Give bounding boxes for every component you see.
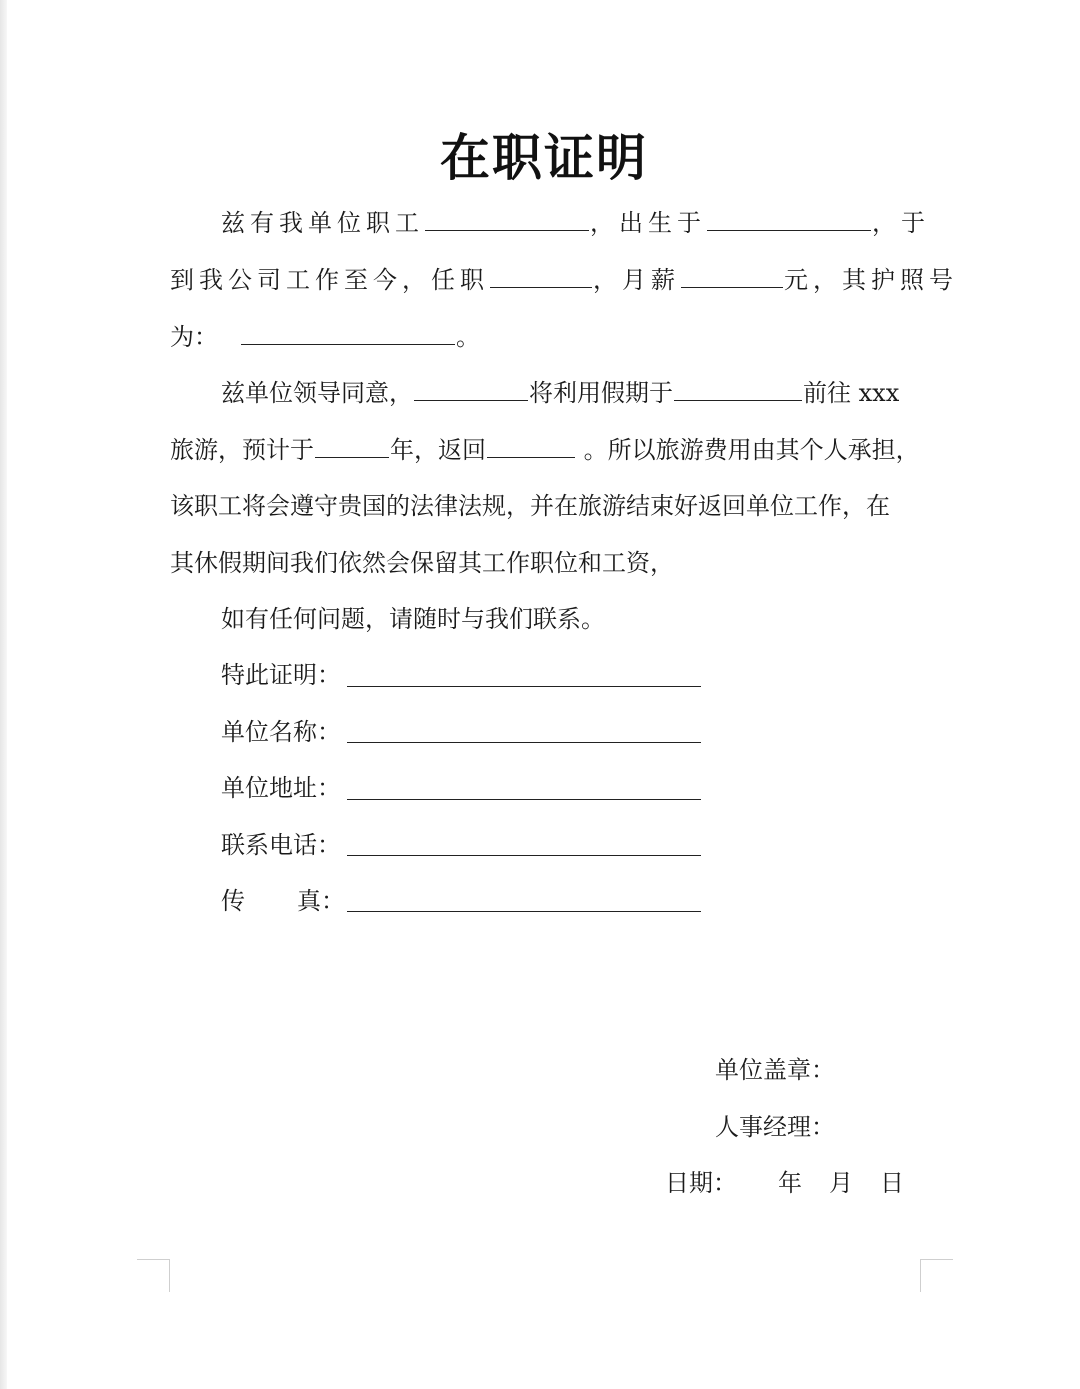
para2-text: 年，返回 (390, 436, 486, 464)
para2-text: 前往 xxx (803, 379, 900, 407)
para1-line3 (170, 320, 480, 354)
para2-line1 (221, 376, 899, 410)
certify-line[interactable] (347, 686, 701, 687)
para1-text: ，出生于 (590, 209, 706, 237)
margin-corner-left (137, 1259, 170, 1292)
employee-blank[interactable] (414, 376, 528, 401)
company-name-label: 单位名称： (221, 718, 341, 746)
para2-text: 将利用假期于 (529, 379, 673, 407)
para1-text: 到我公司工作至今，任职 (170, 266, 489, 294)
date-day: 日 (880, 1169, 904, 1197)
para2-text: 兹单位领导同意， (221, 379, 413, 407)
para1-text: 元，其护照号 (784, 266, 958, 294)
para1-text: 。 (456, 323, 480, 351)
certify-label: 特此证明： (221, 661, 341, 689)
salary-blank[interactable] (681, 263, 783, 288)
year-blank[interactable] (315, 433, 389, 458)
fax-line[interactable] (347, 911, 701, 912)
date-month: 月 (829, 1169, 853, 1197)
phone-label: 联系电话： (221, 831, 341, 859)
employee-name-blank[interactable] (425, 206, 589, 231)
position-blank[interactable] (490, 263, 592, 288)
para2-text: 旅游，预计于 (170, 436, 314, 464)
margin-corner-right (920, 1259, 953, 1292)
passport-number-blank[interactable] (241, 320, 455, 345)
para2-line2 (170, 433, 920, 467)
phone-line[interactable] (347, 855, 701, 856)
company-name-line[interactable] (347, 742, 701, 743)
para1-line1 (221, 206, 930, 240)
document-title: 在职证明 (440, 129, 648, 187)
company-address-line[interactable] (347, 799, 701, 800)
fax-label-char1: 传 (221, 887, 245, 915)
para1-text: ，于 (872, 209, 930, 237)
para1-text: 为： (170, 323, 218, 351)
para1-line2 (170, 263, 958, 297)
para2-line4: 其休假期间我们依然会保留其工作职位和工资， (170, 549, 674, 577)
seal-label: 单位盖章： (715, 1056, 835, 1084)
para1-text: ，月薪 (593, 266, 680, 294)
para1-text: 兹有我单位职工 (221, 209, 424, 237)
date-label: 日期： (665, 1169, 737, 1197)
return-date-blank[interactable] (487, 433, 575, 458)
date-year: 年 (778, 1169, 802, 1197)
company-address-label: 单位地址： (221, 774, 341, 802)
departure-date-blank[interactable] (674, 376, 802, 401)
hr-manager-label: 人事经理： (715, 1113, 835, 1141)
birth-date-blank[interactable] (707, 206, 871, 231)
page-edge (0, 0, 7, 1389)
para2-line3: 该职工将会遵守贵国的法律法规，并在旅游结束好返回单位工作，在 (170, 492, 890, 520)
fax-label-char2: 真： (297, 887, 345, 915)
para2-text: 。所以旅游费用由其个人承担， (576, 436, 920, 464)
contact-sentence: 如有任何问题，请随时与我们联系。 (221, 605, 605, 633)
